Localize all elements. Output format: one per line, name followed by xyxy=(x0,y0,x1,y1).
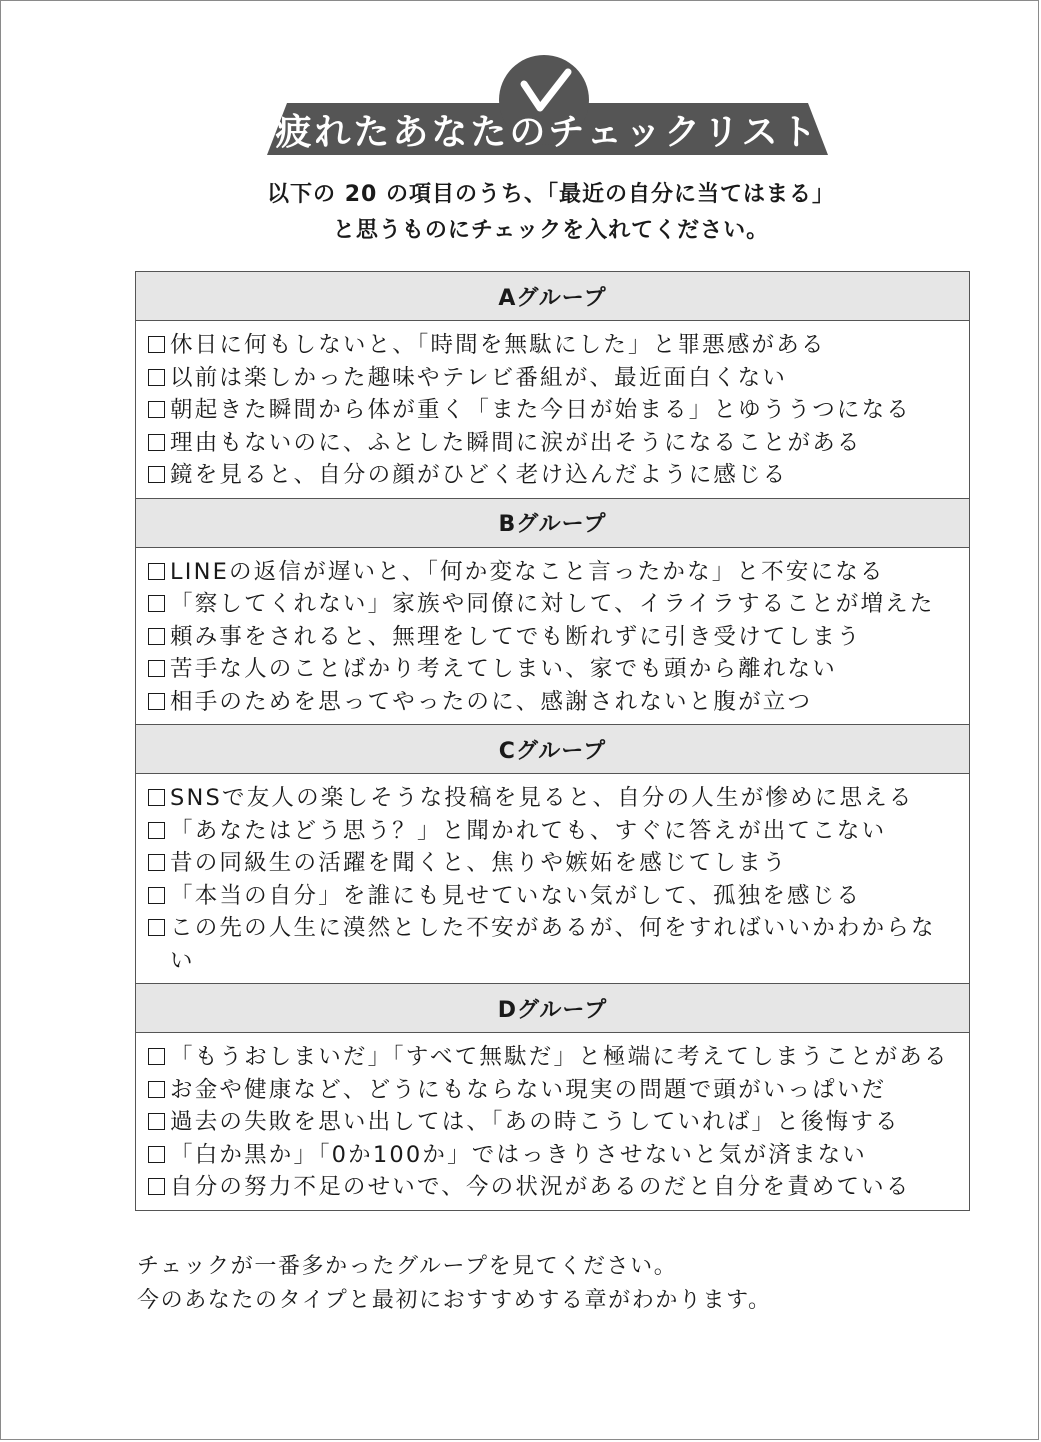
item-text: 以前は楽しかった趣味やテレビ番組が、最近面白くない xyxy=(170,364,788,391)
checkbox-icon[interactable] xyxy=(148,628,165,645)
checkbox-icon[interactable] xyxy=(148,1048,165,1065)
checklist-item[interactable] xyxy=(148,815,959,848)
group-c xyxy=(136,725,969,984)
item-text: 自分の努力不足のせいで、今の状況があるのだと自分を責めている xyxy=(170,1174,911,1200)
checklist-item[interactable] xyxy=(148,329,959,362)
item-text: お金や健康など、どうにもならない現実の問題で頭がいっぱいだ xyxy=(170,1076,887,1103)
group-d xyxy=(136,984,969,1210)
item-text: 「察してくれない」家族や同僚に対して、イライラすることが増えた xyxy=(170,591,935,617)
group-a xyxy=(136,272,969,499)
checklist-item[interactable] xyxy=(148,847,959,880)
item-text: この先の人生に漠然とした不安があるが、何をすればいいかわからない xyxy=(170,915,936,974)
item-text: 「もうおしまいだ」「すべて無駄だ」と極端に考えてしまうことがある xyxy=(170,1044,949,1070)
checklist-item[interactable] xyxy=(148,653,959,686)
item-text: 苦手な人のことばかり考えてしまい、家でも頭から離れない xyxy=(170,656,837,682)
item-text: 理由もないのに、ふとした瞬間に涙が出そうになることがある xyxy=(170,429,862,456)
checkbox-icon[interactable] xyxy=(148,336,165,353)
checkbox-icon[interactable] xyxy=(148,854,165,871)
group-header: Cグループ xyxy=(136,725,969,774)
checklist-item[interactable] xyxy=(148,1106,959,1139)
item-text: 昔の同級生の活躍を聞くと、焦りや嫉妬を感じてしまう xyxy=(170,850,788,876)
checkbox-icon[interactable] xyxy=(148,1113,165,1130)
checkbox-icon[interactable] xyxy=(148,434,165,451)
checklist-item[interactable] xyxy=(148,1171,959,1204)
item-text: 相手のためを思ってやったのに、感謝されないと腹が立つ xyxy=(170,688,813,715)
checkbox-icon[interactable] xyxy=(148,887,165,904)
checklist-item[interactable] xyxy=(148,912,959,977)
checkbox-icon[interactable] xyxy=(148,1146,165,1163)
item-text: 「あなたはどう思う？」と聞かれても、すぐに答えが出てこない xyxy=(170,817,887,844)
group-items xyxy=(136,548,969,726)
checklist-item[interactable] xyxy=(148,880,959,913)
checklist-table xyxy=(135,271,970,1211)
checkbox-icon[interactable] xyxy=(148,789,165,806)
checklist-item[interactable] xyxy=(148,427,959,460)
checkbox-icon[interactable] xyxy=(148,919,165,936)
intro-line: 以下の 20 の項目のうち、「最近の自分に当てはまる」 xyxy=(267,182,835,207)
checklist-item[interactable] xyxy=(148,1139,959,1172)
checkbox-icon[interactable] xyxy=(148,466,165,483)
checkbox-icon[interactable] xyxy=(148,1081,165,1098)
checklist-item[interactable] xyxy=(148,362,959,395)
checkbox-icon[interactable] xyxy=(148,693,165,710)
page-title: 疲れたあなたのチェックリスト xyxy=(275,111,820,153)
checklist-item[interactable] xyxy=(148,459,959,492)
group-header: Bグループ xyxy=(136,499,969,548)
checklist-item[interactable] xyxy=(148,556,959,589)
intro-line: と思うものにチェックを入れてください。 xyxy=(332,218,770,243)
group-header: Dグループ xyxy=(136,984,969,1033)
item-text: 朝起きた瞬間から体が重く「また今日が始まる」とゆううつになる xyxy=(170,397,912,423)
checkbox-icon[interactable] xyxy=(148,595,165,612)
checklist-item[interactable] xyxy=(148,1074,959,1107)
group-items xyxy=(136,1033,969,1210)
item-text: 「本当の自分」を誰にも見せていない気がして、孤独を感じる xyxy=(170,882,862,909)
checklist-item[interactable] xyxy=(148,588,959,621)
group-items xyxy=(136,774,969,984)
group-b xyxy=(136,499,969,726)
item-text: 鏡を見ると、自分の顔がひどく老け込んだように感じる xyxy=(170,462,788,488)
group-items xyxy=(136,321,969,499)
footer-note: 今のあなたのタイプと最初におすすめする章がわかります。 xyxy=(137,1288,772,1313)
checkbox-icon[interactable] xyxy=(148,401,165,418)
group-header: Aグループ xyxy=(136,272,969,321)
checklist-item[interactable] xyxy=(148,621,959,654)
item-text: LINEの返信が遅いと、「何か変なこと言ったかな」と不安になる xyxy=(170,558,885,585)
item-text: SNSで友人の楽しそうな投稿を見ると、自分の人生が惨めに思える xyxy=(170,785,914,811)
item-text: 「白か黒か」「0か100か」ではっきりさせないと気が済まない xyxy=(170,1141,868,1168)
checklist-item[interactable] xyxy=(148,782,959,815)
checkbox-icon[interactable] xyxy=(148,563,165,580)
item-text: 過去の失敗を思い出しては、「あの時こうしていれば」と後悔する xyxy=(170,1109,900,1135)
checklist-item[interactable] xyxy=(148,394,959,427)
checkbox-icon[interactable] xyxy=(148,369,165,386)
footer-note: チェックが一番多かったグループを見てください。 xyxy=(137,1254,678,1279)
checkbox-icon[interactable] xyxy=(148,1178,165,1195)
checklist-item[interactable] xyxy=(148,1041,959,1074)
item-text: 頼み事をされると、無理をしてでも断れずに引き受けてしまう xyxy=(170,623,862,650)
checklist-item[interactable] xyxy=(148,686,959,719)
checkbox-icon[interactable] xyxy=(148,822,165,839)
item-text: 休日に何もしないと、「時間を無駄にした」と罪悪感がある xyxy=(170,332,826,358)
checkbox-icon[interactable] xyxy=(148,660,165,677)
